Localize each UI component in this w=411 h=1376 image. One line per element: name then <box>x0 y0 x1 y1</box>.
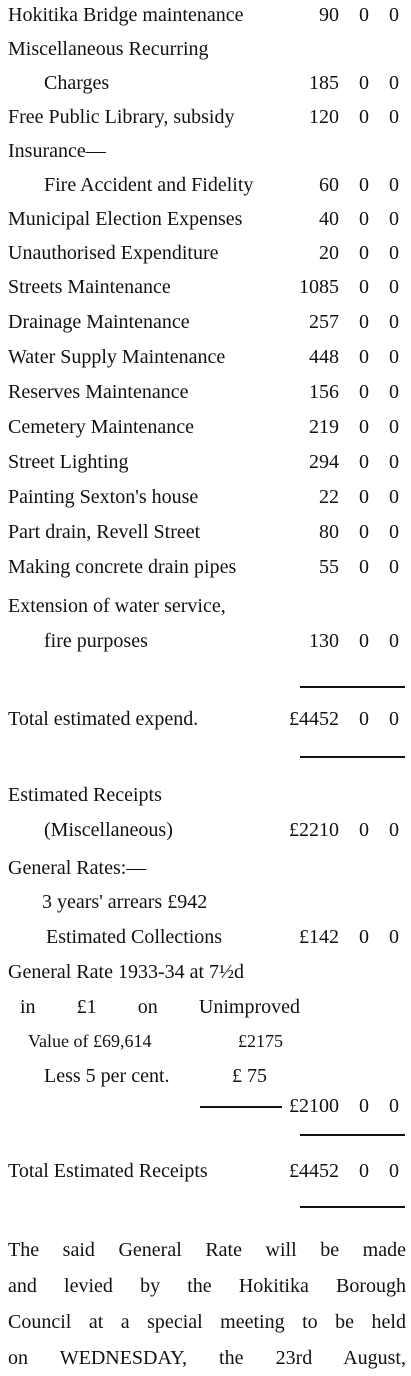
net-rate-pounds: £2100 <box>289 1095 339 1117</box>
expenditure-label: Reserves Maintenance <box>8 381 189 403</box>
expenditure-shillings: 0 <box>359 416 369 438</box>
expenditure-pounds: 130 <box>309 630 339 652</box>
collections-pence: 0 <box>389 926 399 948</box>
rate-line-3-label: Value of £69,614 <box>28 1031 152 1051</box>
rate-line-2 <box>0 992 411 1022</box>
expenditure-label: fire purposes <box>44 630 148 652</box>
misc-receipts-pence: 0 <box>389 819 399 841</box>
net-rate-pence: 0 <box>389 1095 399 1117</box>
total-expenditure-row <box>0 704 411 734</box>
expenditure-pence: 0 <box>389 630 399 652</box>
expenditure-row <box>0 34 411 64</box>
notice-line: on WEDNESDAY, the 23rd August, <box>8 1347 406 1369</box>
expenditure-shillings: 0 <box>359 276 369 298</box>
expenditure-row <box>0 307 411 337</box>
expenditure-label: Insurance— <box>8 140 106 162</box>
general-rates-heading: General Rates:— <box>8 857 147 879</box>
expenditure-shillings: 0 <box>359 451 369 473</box>
expenditure-pence: 0 <box>389 4 399 26</box>
expenditure-label: Municipal Election Expenses <box>8 208 243 230</box>
rate-line-1-text: General Rate 1933-34 at 7½d <box>8 961 245 983</box>
expenditure-shillings: 0 <box>359 630 369 652</box>
expenditure-row <box>0 591 411 621</box>
total-expenditure-label: Total estimated expend. <box>8 708 199 730</box>
expenditure-pounds: 40 <box>319 208 339 230</box>
expenditure-row <box>0 272 411 302</box>
expenditure-shillings: 0 <box>359 106 369 128</box>
expenditure-row <box>0 482 411 512</box>
expenditure-pounds: 1085 <box>299 276 339 298</box>
expenditure-shillings: 0 <box>359 311 369 333</box>
expenditure-shillings: 0 <box>359 174 369 196</box>
expenditure-pounds: 156 <box>309 381 339 403</box>
rate-line-1 <box>0 957 411 987</box>
misc-receipts-shillings: 0 <box>359 819 369 841</box>
expenditure-label: Part drain, Revell Street <box>8 521 201 543</box>
expenditure-pence: 0 <box>389 556 399 578</box>
collections-label: Estimated Collections <box>46 926 223 948</box>
expenditure-pence: 0 <box>389 276 399 298</box>
expenditure-label: Painting Sexton's house <box>8 486 199 508</box>
expenditure-pence: 0 <box>389 242 399 264</box>
expenditure-label: Extension of water service, <box>8 595 226 617</box>
expenditure-row <box>0 552 411 582</box>
expenditure-label: Free Public Library, subsidy <box>8 106 235 128</box>
expenditure-pounds: 185 <box>309 72 339 94</box>
receipts-heading: Estimated Receipts <box>8 784 162 806</box>
rate-line-2-text: in £1 on Unimproved <box>20 996 300 1018</box>
rate-line-3 <box>0 1026 411 1056</box>
expenditure-label: Fire Accident and Fidelity <box>44 174 254 196</box>
expenditure-label: Water Supply Maintenance <box>8 346 226 368</box>
expenditure-row <box>0 102 411 132</box>
total-receipts-shillings: 0 <box>359 1160 369 1182</box>
expenditure-row <box>0 377 411 407</box>
expenditure-shillings: 0 <box>359 521 369 543</box>
rate-line-3-value: £2175 <box>238 1031 283 1051</box>
collections-pounds: £142 <box>299 926 339 948</box>
expenditure-pence: 0 <box>389 311 399 333</box>
expenditure-row <box>0 626 411 656</box>
less-row <box>0 1061 411 1091</box>
expenditure-row <box>0 447 411 477</box>
expenditure-label: Drainage Maintenance <box>8 311 190 333</box>
expenditure-shillings: 0 <box>359 381 369 403</box>
net-rate-shillings: 0 <box>359 1095 369 1117</box>
notice-line: and levied by the Hokitika Borough <box>8 1275 406 1297</box>
expenditure-pence: 0 <box>389 72 399 94</box>
expenditure-pounds: 60 <box>319 174 339 196</box>
misc-receipts-row <box>0 815 411 845</box>
expenditure-pounds: 80 <box>319 521 339 543</box>
less-label: Less 5 per cent. <box>44 1065 170 1087</box>
expenditure-row <box>0 412 411 442</box>
expenditure-label: Unauthorised Expenditure <box>8 242 219 264</box>
arrears-label: 3 years' arrears £942 <box>42 891 208 913</box>
expenditure-pence: 0 <box>389 381 399 403</box>
expenditure-pounds: 120 <box>309 106 339 128</box>
expenditure-row <box>0 342 411 372</box>
expenditure-shillings: 0 <box>359 72 369 94</box>
net-rate-row <box>0 1091 411 1121</box>
general-rates-row <box>0 853 411 883</box>
expenditure-pence: 0 <box>389 451 399 473</box>
expenditure-shillings: 0 <box>359 346 369 368</box>
collections-row <box>0 922 411 952</box>
expenditure-shillings: 0 <box>359 556 369 578</box>
total-expenditure-pounds: £4452 <box>289 708 339 730</box>
expenditure-label: Miscellaneous Recurring <box>8 38 209 60</box>
expenditure-pounds: 257 <box>309 311 339 333</box>
expenditure-pence: 0 <box>389 174 399 196</box>
expenditure-row <box>0 204 411 234</box>
total-expenditure-rule <box>300 756 405 758</box>
expenditure-shillings: 0 <box>359 4 369 26</box>
expenditure-row <box>0 238 411 268</box>
expenditure-row <box>0 136 411 166</box>
expenditure-shillings: 0 <box>359 486 369 508</box>
total-receipts-pence: 0 <box>389 1160 399 1182</box>
expenditure-pence: 0 <box>389 106 399 128</box>
expenditure-pounds: 294 <box>309 451 339 473</box>
arrears-row <box>0 887 411 917</box>
expenditure-pounds: 20 <box>319 242 339 264</box>
expenditure-label: Street Lighting <box>8 451 129 473</box>
expenditure-row <box>0 68 411 98</box>
notice-line: The said General Rate will be made <box>8 1239 406 1261</box>
expenditure-pounds: 90 <box>319 4 339 26</box>
expenditure-pence: 0 <box>389 486 399 508</box>
total-expenditure-pence: 0 <box>389 708 399 730</box>
expenditure-pence: 0 <box>389 208 399 230</box>
expenditure-label: Hokitika Bridge maintenance <box>8 4 244 26</box>
notice-line: Council at a special meeting to be held <box>8 1311 406 1333</box>
expenditure-shillings: 0 <box>359 242 369 264</box>
expenditure-pounds: 219 <box>309 416 339 438</box>
expenditure-label: Making concrete drain pipes <box>8 556 237 578</box>
total-receipts-pounds: £4452 <box>289 1160 339 1182</box>
total-receipts-row <box>0 1156 411 1186</box>
expenditure-pounds: 22 <box>319 486 339 508</box>
expenditure-row <box>0 517 411 547</box>
misc-receipts-label: (Miscellaneous) <box>44 819 173 841</box>
expenditure-pence: 0 <box>389 416 399 438</box>
receipts-heading-row <box>0 780 411 810</box>
expenditure-label: Streets Maintenance <box>8 276 171 298</box>
less-value: £ 75 <box>232 1065 267 1087</box>
expenditure-label: Charges <box>44 72 110 94</box>
net-rate-rule <box>300 1134 405 1136</box>
total-receipts-label: Total Estimated Receipts <box>8 1160 208 1182</box>
subtotal-rule <box>300 686 405 688</box>
total-expenditure-shillings: 0 <box>359 708 369 730</box>
total-receipts-rule <box>300 1206 405 1208</box>
expenditure-pence: 0 <box>389 521 399 543</box>
expenditure-pounds: 448 <box>309 346 339 368</box>
expenditure-shillings: 0 <box>359 208 369 230</box>
expenditure-pounds: 55 <box>319 556 339 578</box>
collections-shillings: 0 <box>359 926 369 948</box>
expenditure-label: Cemetery Maintenance <box>8 416 195 438</box>
expenditure-row <box>0 170 411 200</box>
misc-receipts-pounds: £2210 <box>289 819 339 841</box>
expenditure-pence: 0 <box>389 346 399 368</box>
expenditure-row <box>0 0 411 30</box>
